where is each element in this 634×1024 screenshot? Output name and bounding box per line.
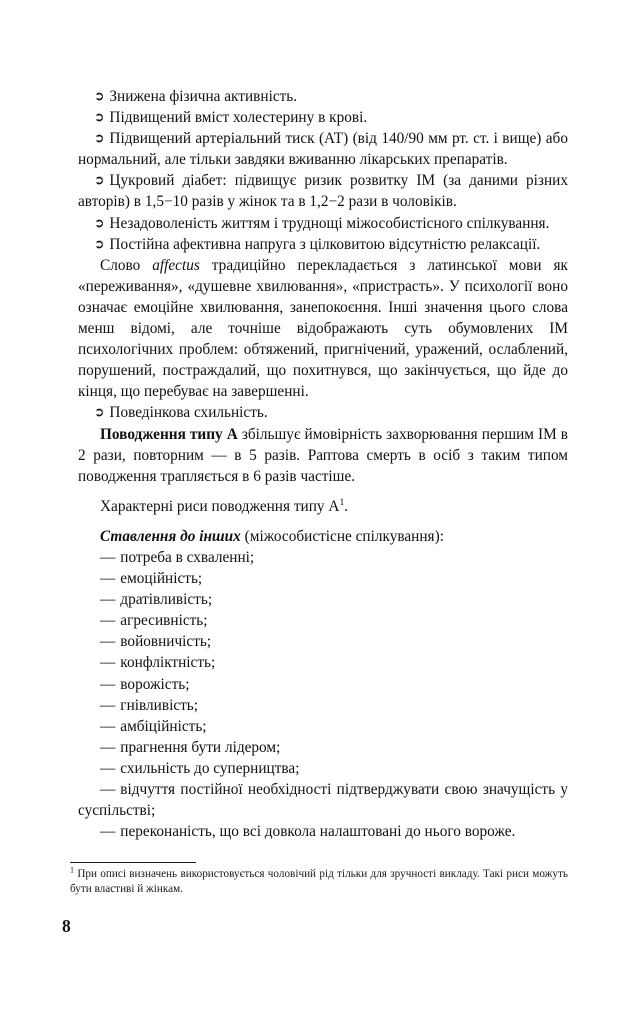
bullet-item-text: Незадоволеність життям і труднощі міжособистісного спілкування.	[109, 214, 550, 232]
footnote-body: При описі визначень використовується чоловічий рід тільки для зручності викладу. Такі риси можуть бути властиві й жінкам.	[70, 868, 568, 896]
paragraph-spacer	[78, 517, 568, 526]
em-dash-icon: —	[100, 591, 116, 609]
em-dash-icon: —	[100, 696, 116, 714]
em-dash-icon: —	[100, 781, 116, 798]
trait-list-item	[78, 631, 568, 652]
em-dash-icon: —	[100, 612, 116, 630]
type-a-body: збільшує ймовірність захворювання першим ІМ в 2 рази, повторним — в 5 разів. Раптова смерть в осіб з таким типом поводження трапляється в 6 разів частіше.	[78, 425, 568, 485]
footnote-marker: 1	[70, 865, 74, 875]
trait-list-item	[78, 674, 568, 695]
arrow-bullet-icon: ➲	[94, 172, 105, 188]
bullet-item	[78, 234, 568, 255]
em-dash-icon: —	[100, 759, 116, 777]
trait-list-item	[78, 779, 568, 821]
trait-list-item	[78, 737, 568, 758]
trait-text: войовничість;	[120, 633, 212, 651]
bullet-item	[78, 86, 568, 107]
trait-text: агресивність;	[120, 612, 208, 630]
trait-list-item	[78, 695, 568, 716]
trait-text: ворожість;	[120, 675, 190, 693]
footnote-reference[interactable]: 1	[339, 496, 345, 508]
footnote-text	[70, 867, 568, 898]
trait-text: гнівливість;	[120, 696, 199, 714]
bullet-item	[78, 107, 568, 128]
bullet-item-text: Підвищений артеріальний тиск (АТ) (від 140/90 мм рт. ст. і вище) або нормальний, але тільки завдяки вживанню лікарських препаратів.	[78, 130, 568, 169]
footnote-separator-rule	[70, 862, 196, 863]
type-a-paragraph	[78, 424, 568, 487]
bullet-item	[78, 128, 568, 170]
trait-text: дратівливість;	[120, 591, 213, 609]
em-dash-icon: —	[100, 654, 116, 672]
trait-list-item	[78, 568, 568, 589]
footnote-block	[70, 862, 568, 898]
trait-list-item	[78, 821, 568, 842]
trait-text: емоційність;	[120, 570, 203, 588]
bullet-item	[78, 170, 568, 212]
em-dash-icon: —	[100, 675, 116, 693]
bullet-item-text: Знижена фізична активність.	[109, 88, 298, 105]
arrow-bullet-icon: ➲	[94, 214, 105, 230]
trait-list-item	[78, 610, 568, 631]
arrow-bullet-icon: ➲	[94, 88, 105, 103]
trait-list-item	[78, 716, 568, 737]
trait-text: амбіційність;	[120, 717, 207, 735]
em-dash-icon: —	[100, 717, 116, 735]
trait-list-item	[78, 589, 568, 610]
em-dash-icon: —	[100, 633, 116, 651]
trait-list-item	[78, 758, 568, 779]
arrow-bullet-icon: ➲	[94, 404, 105, 420]
trait-text: потреба в схваленні;	[120, 548, 255, 566]
traits-subheading-rest: (міжособистісне спілкування):	[240, 527, 444, 545]
affectus-body: традиційно перекладається з латинської мови як «переживання», «душевне хвилювання», «пристрасть». У психології воно означає емоційне хвилювання, занепокоєння. Інші значення цього слова менш відомі, але точніше відображають суть обумовлених ІМ психологічних проблем: обтяжений, пригнічений, уражений, ослаблений, порушений, постраждалий, що похитнувся, що закінчується, що йде до кінця, що перебуває на завершенні.	[78, 256, 568, 401]
trait-text: конфліктність;	[120, 654, 216, 672]
trait-text: переконаність, що всі довкола налаштовані до нього вороже.	[120, 823, 516, 841]
page-number: 8	[62, 916, 72, 936]
traits-intro-period: .	[344, 497, 349, 515]
traits-intro	[78, 496, 568, 517]
em-dash-icon: —	[100, 548, 116, 566]
arrow-bullet-icon: ➲	[94, 235, 105, 251]
traits-subheading	[78, 526, 568, 547]
affectus-paragraph	[78, 255, 568, 403]
arrow-bullet-icon: ➲	[94, 109, 105, 125]
affectus-lead: Слово	[100, 256, 153, 274]
main-text-column	[78, 86, 568, 842]
trait-text: схильність до суперництва;	[120, 759, 300, 777]
latin-term: affectus	[152, 256, 200, 274]
em-dash-icon: —	[100, 570, 116, 588]
bullet-item-text: Підвищений вміст холестерину в крові.	[109, 109, 368, 127]
em-dash-icon: —	[100, 738, 116, 756]
bullet-item-text: Цукровий діабет: підвищує ризик розвитку ІМ (за даними різних авторів) в 1,5−10 разів у жінок та в 1,2−2 рази в чоловіків.	[78, 172, 568, 211]
trait-list-item	[78, 547, 568, 568]
trait-list-item	[78, 652, 568, 673]
arrow-bullet-icon: ➲	[94, 130, 105, 146]
bullet-item	[78, 213, 568, 234]
em-dash-icon: —	[100, 823, 116, 841]
bullet-item	[78, 402, 568, 423]
traits-intro-text: Характерні риси поводження типу А	[100, 497, 340, 515]
type-a-term: Поводження типу А	[100, 425, 238, 443]
traits-subheading-term: Ставлення до інших	[100, 527, 241, 545]
trait-text: прагнення бути лідером;	[120, 738, 281, 756]
trait-text: відчуття постійної необхідності підтверджувати свою значущість у суспільстві;	[78, 781, 568, 820]
bullet-item-text: Поведінкова схильність.	[109, 404, 268, 422]
bullet-item-text: Постійна афективна напруга з цілковитою відсутністю релаксації.	[109, 235, 541, 253]
paragraph-spacer	[78, 487, 568, 496]
